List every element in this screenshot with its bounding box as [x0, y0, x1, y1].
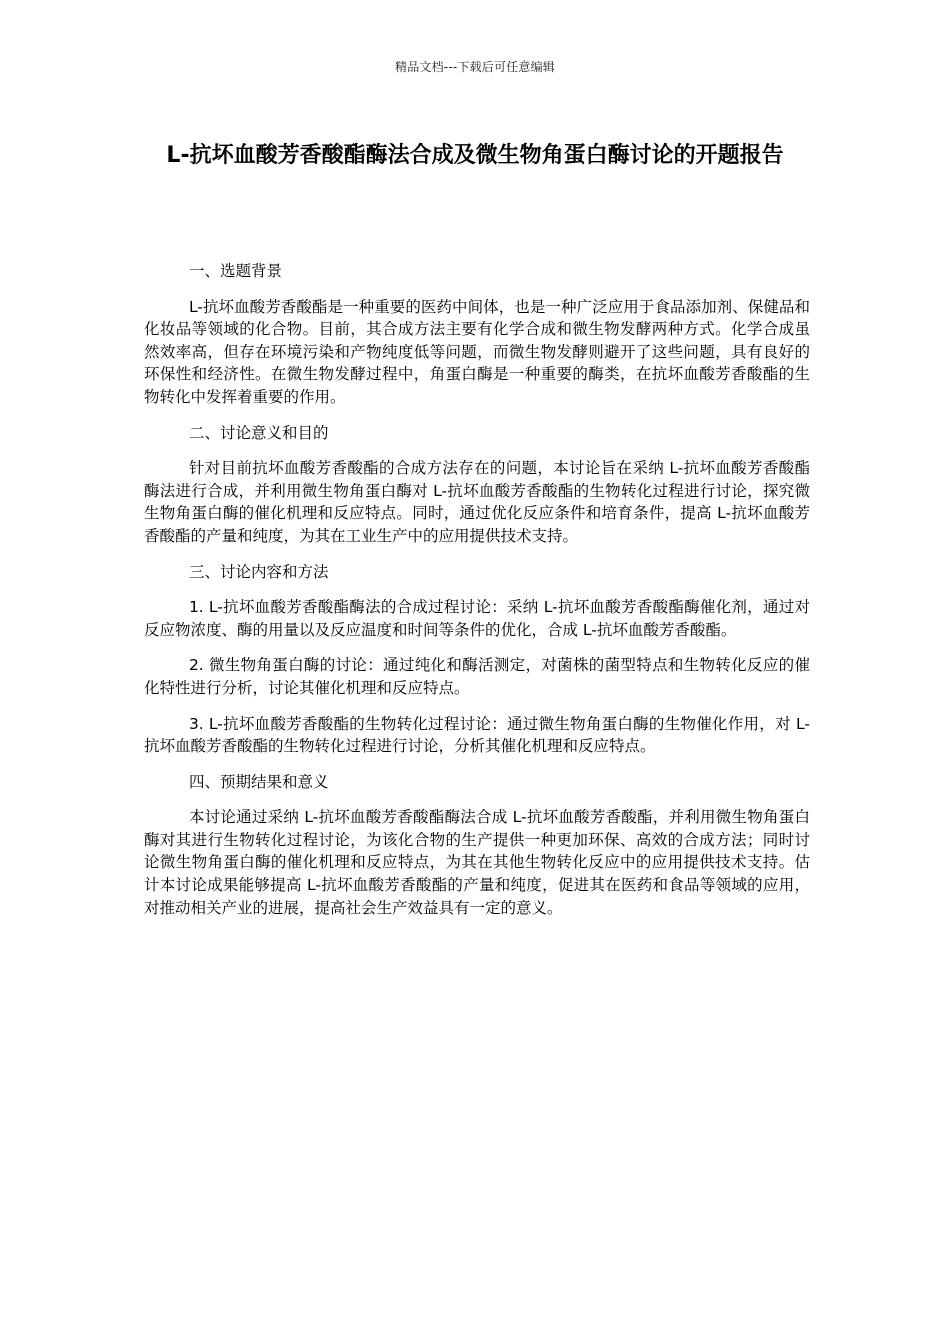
document-body	[144, 260, 810, 932]
paragraph-purpose: 针对目前抗坏血酸芳香酸酯的合成方法存在的问题，本讨论旨在采纳 L-抗坏血酸芳香酸酯酶法进行合成，并利用微生物角蛋白酶对 L-抗坏血酸芳香酸酯的生物转化过程进行讨论，探究微生物角蛋白酶的催化机理和反应特点。同时，通过优化反应条件和培育条件，提高 L-抗坏血酸芳香酸酯的产量和纯度，为其在工业生产中的应用提供技术支持。	[144, 459, 810, 545]
paragraph-method-1: 1. L-抗坏血酸芳香酸酯酶法的合成过程讨论：采纳 L-抗坏血酸芳香酸酯酶催化剂，通过对反应物浓度、酶的用量以及反应温度和时间等条件的优化，合成 L-抗坏血酸芳香酸酯。	[144, 598, 810, 639]
section-heading-purpose: 二、讨论意义和目的	[188, 423, 329, 442]
header-note: 精品文档---下载后可任意编辑	[395, 60, 555, 74]
section-heading-results: 四、预期结果和意义	[188, 772, 329, 791]
paragraph-method-3: 3. L-抗坏血酸芳香酸酯的生物转化过程讨论：通过微生物角蛋白酶的生物催化作用，对 L-抗坏血酸芳香酸酯的生物转化过程进行讨论，分析其催化机理和反应特点。	[144, 714, 810, 756]
paragraph-background: L-抗坏血酸芳香酸酯是一种重要的医药中间体，也是一种广泛应用于食品添加剂、保健品和化妆品等领域的化合物。目前，其合成方法主要有化学合成和微生物发酵两种方式。化学合成虽然效率高，但存在环境污染和产物纯度低等问题，而微生物发酵则避开了这些问题，具有良好的环保性和经济性。在微生物发酵过程中，角蛋白酶是一种重要的酶类，在抗坏血酸芳香酸酯的生物转化中发挥着重要的作用。	[144, 297, 810, 406]
section-heading-methods: 三、讨论内容和方法	[188, 562, 329, 581]
document-title: L-抗坏血酸芳香酸酯酶法合成及微生物角蛋白酶讨论的开题报告	[166, 143, 784, 168]
paragraph-method-2: 2. 微生物角蛋白酶的讨论：通过纯化和酶活测定，对菌株的菌型特点和生物转化反应的催化特性进行分析，讨论其催化机理和反应特点。	[144, 656, 810, 697]
paragraph-results: 本讨论通过采纳 L-抗坏血酸芳香酸酯酶法合成 L-抗坏血酸芳香酸酯，并利用微生物角蛋白酶对其进行生物转化过程讨论，为该化合物的生产提供一种更加环保、高效的合成方法；同时讨论微生物角蛋白酶的催化机理和反应特点，为其在其他生物转化反应中的应用提供技术支持。估计本讨论成果能够提高 L-抗坏血酸芳香酸酯的产量和纯度，促进其在医药和食品等领域的应用，对推动相关产业的进展，提高社会生产效益具有一定的意义。	[144, 808, 810, 917]
section-heading-background: 一、选题背景	[188, 262, 282, 280]
